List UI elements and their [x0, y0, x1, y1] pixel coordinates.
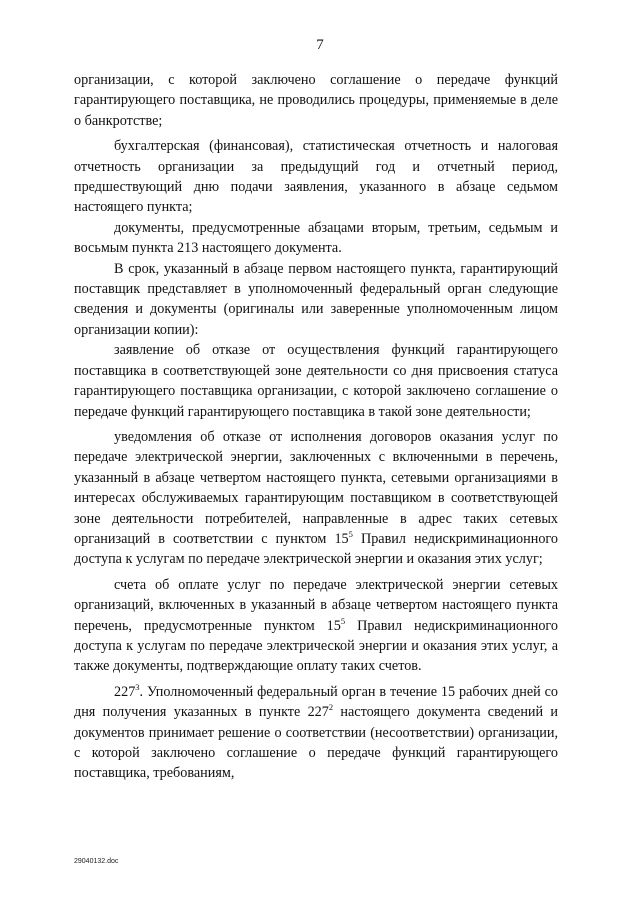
paragraph-documents: документы, предусмотренные абзацами вторым, третьим, седьмым и восьмым пункта 213 настоящего документа.: [74, 219, 558, 257]
paragraph-227-3: [74, 682, 558, 784]
paragraph-227-3-text-end: настоящего документа сведений и документов принимает решение о соответствии (несоответствии) организации, с которой заключено соглашение о передаче функций гарантирующего поставщика, требованиям,: [74, 704, 558, 782]
paragraph-application: заявление об отказе от осуществления функций гарантирующего поставщика в соответствующей зоне деятельности со дня присвоения статуса гарантирующего поставщика организации, с которой заключено соглашение о передаче функций гарантирующего поставщика в такой зоне деятельности;: [74, 342, 558, 420]
paragraph-notifications-text-end: Правил недискриминационного доступа к услугам по передаче электрической энергии и оказания этих услуг;: [74, 530, 558, 568]
clause-number-superscript: 3: [135, 681, 140, 692]
clause-number: 227: [114, 683, 136, 700]
paragraph-invoices-text: счета об оплате услуг по передаче электрической энергии сетевых организаций, включенных в указанный в абзаце четвертом настоящего пункта перечень, предусмотренные пунктом 15: [74, 576, 558, 634]
paragraph-notifications-text: уведомления об отказе от исполнения договоров оказания услуг по передаче электрической энергии, заключенных с включенными в перечень, указанный в абзаце четвертом настоящего пункта, сетевыми организациями в интересах обслуживаемых гарантирующим поставщиком в соответствующей зоне деятельности потребителей, направленные в адрес таких сетевых организаций в соответствии с пунктом 15: [74, 428, 558, 547]
paragraph-continued: организации, с которой заключено соглашение о передаче функций гарантирующего поставщика, не проводились процедуры, применяемые в деле о банкротстве;: [74, 72, 558, 129]
document-body: [74, 70, 558, 784]
page-number: 7: [316, 37, 324, 53]
paragraph-deadline: В срок, указанный в абзаце первом настоящего пункта, гарантирующий поставщик представляет в уполномоченный федеральный орган следующие сведения и документы (оригиналы или заверенные уполномоченным лицом организации копии):: [74, 260, 558, 338]
paragraph-invoices-text-end: Правил недискриминационного доступа к услугам по передаче электрической энергии и оказания этих услуг, а также документы, подтверждающие оплату таких счетов.: [74, 617, 558, 675]
paragraph-227-3-text: . Уполномоченный федеральный орган в течение 15 рабочих дней со дня получения указанных в пункте 227: [74, 683, 558, 721]
paragraph-notifications: [74, 427, 558, 570]
document-file-id: 29040132.doc: [74, 858, 119, 865]
superscript: 2: [328, 702, 334, 713]
paragraph-invoices: [74, 575, 558, 677]
paragraph-reporting: бухгалтерская (финансовая), статистическая отчетность и налоговая отчетность организации за предыдущий год и отчетный период, предшествующий дню подачи заявления, указанного в абзаце седьмом настоящего пункта;: [74, 138, 558, 216]
superscript: 5: [340, 615, 346, 626]
superscript: 5: [348, 528, 353, 539]
